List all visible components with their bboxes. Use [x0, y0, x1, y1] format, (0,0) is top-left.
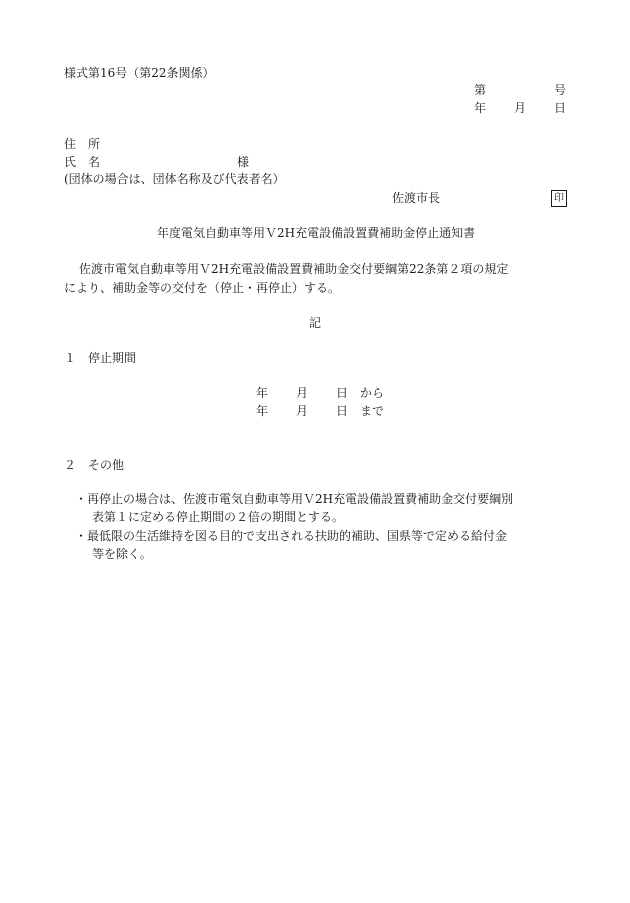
section1-heading: １ 停止期間: [64, 351, 137, 365]
to-day: 日: [336, 404, 349, 418]
to-year: 年: [256, 404, 269, 418]
number-go: 号: [554, 83, 567, 97]
to-suffix: まで: [360, 404, 385, 418]
address-label: 住 所: [64, 137, 101, 151]
form-id: 様式第16号（第22条関係）: [64, 66, 215, 80]
number-dai: 第: [474, 83, 487, 97]
seal-box: 印: [551, 190, 567, 207]
date-month: 月: [514, 101, 527, 115]
date-year: 年: [474, 101, 487, 115]
name-label: 氏 名: [64, 155, 101, 169]
date-day: 日: [554, 101, 567, 115]
from-month: 月: [296, 386, 309, 400]
note2-line-2: 等を除く。: [92, 547, 152, 561]
note2-line-1: ・最低限の生活維持を図る目的で支出される扶助的補助、国県等で定める給付金: [75, 529, 508, 543]
to-month: 月: [296, 404, 309, 418]
org-note: (団体の場合は、団体名称及び代表者名）: [64, 172, 285, 186]
note1-line-1: ・再停止の場合は、佐渡市電気自動車等用Ｖ2H充電設備設置費補助金交付要綱別: [75, 492, 514, 506]
honorific: 様: [237, 155, 250, 169]
issuer-title: 佐渡市長: [392, 191, 441, 205]
section2-heading: ２ その他: [64, 458, 125, 472]
ki-mark: 記: [309, 316, 322, 330]
from-suffix: から: [360, 386, 385, 400]
body-line-1: 佐渡市電気自動車等用Ｖ2H充電設備設置費補助金交付要綱第22条第２項の規定: [79, 262, 509, 276]
from-year: 年: [256, 386, 269, 400]
from-day: 日: [336, 386, 349, 400]
note1-line-2: 表第１に定める停止期間の２倍の期間とする。: [92, 510, 345, 524]
document-title: 年度電気自動車等用Ｖ2H充電設備設置費補助金停止通知書: [157, 226, 476, 240]
body-line-2: により、補助金等の交付を（停止・再停止）する。: [64, 281, 341, 295]
